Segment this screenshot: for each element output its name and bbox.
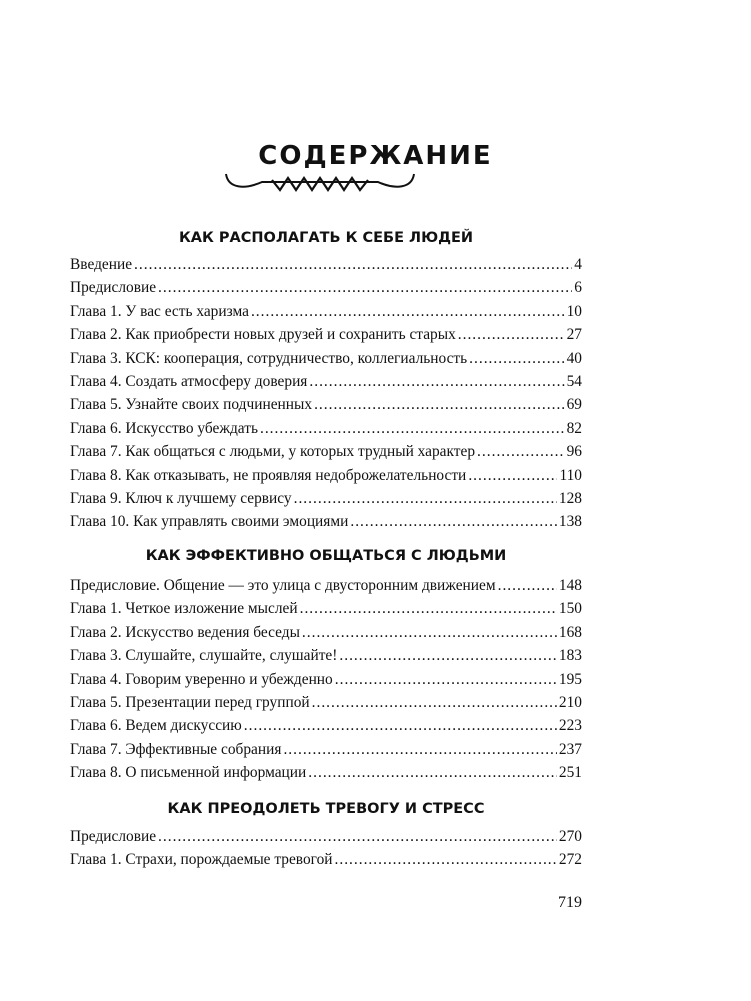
- dot-leader: [309, 370, 564, 393]
- dot-leader: [335, 848, 557, 871]
- toc-entry-label: Глава 4. Говорим уверенно и убежденно: [70, 670, 333, 688]
- toc-entry-page: 128: [558, 489, 582, 507]
- toc-entry[interactable]: [70, 848, 582, 871]
- page-number: 719: [558, 894, 582, 911]
- dot-leader: [244, 714, 557, 737]
- toc-entry-page: 110: [559, 466, 582, 484]
- toc-list: [70, 825, 582, 872]
- toc-entry-label: Глава 10. Как управлять своими эмоциями: [70, 513, 349, 531]
- toc-entry-label: Глава 5. Узнайте своих подчиненных: [70, 396, 313, 414]
- toc-entry-label: Глава 2. Искусство ведения беседы: [70, 623, 300, 641]
- toc-entry-page: 54: [566, 372, 582, 390]
- toc-entry-page: 148: [558, 577, 582, 594]
- toc-entry-page: 168: [558, 623, 582, 641]
- toc-entry-label: Глава 5. Презентации перед группой: [70, 693, 310, 711]
- dot-leader: [350, 510, 557, 533]
- dot-leader: [283, 738, 556, 761]
- toc-entry[interactable]: [70, 440, 582, 463]
- dot-leader: [498, 574, 557, 597]
- dot-leader: [134, 253, 572, 276]
- toc-entry-page: 210: [558, 693, 582, 711]
- toc-entry-label: Глава 7. Как общаться с людьми, у которых трудный характер: [70, 443, 476, 461]
- toc-entry[interactable]: [70, 276, 582, 299]
- toc-entry[interactable]: [70, 253, 582, 276]
- toc-entry-label: Глава 3. КСК: кооперация, сотрудничество, коллегиальность: [70, 349, 468, 367]
- toc-entry[interactable]: [70, 393, 582, 416]
- toc-entry-label: Глава 8. Как отказывать, не проявляя недоброжелательности: [70, 466, 467, 484]
- dot-leader: [458, 323, 565, 346]
- toc-entry[interactable]: [70, 347, 582, 370]
- toc-entry-page: 272: [558, 851, 582, 869]
- toc-entry-page: 183: [558, 647, 582, 665]
- toc-entry-label: Предисловие: [70, 279, 157, 297]
- toc-list: [70, 574, 582, 785]
- toc-entry[interactable]: [70, 574, 582, 597]
- toc-entry[interactable]: [70, 370, 582, 393]
- toc-entry-label: Глава 9. Ключ к лучшему сервису: [70, 489, 292, 507]
- section-heading: КАК ЭФФЕКТИВНО ОБЩАТЬСЯ С ЛЮДЬМИ: [145, 548, 507, 564]
- toc-entry[interactable]: [70, 487, 582, 510]
- toc-entry-page: 96: [566, 443, 582, 461]
- section-heading: КАК ПРЕОДОЛЕТЬ ТРЕВОГУ И СТРЕСС: [167, 801, 485, 817]
- toc-entry-page: 4: [574, 256, 582, 273]
- toc-entry[interactable]: [70, 738, 582, 761]
- toc-entry[interactable]: [70, 644, 582, 667]
- toc-entry-label: Глава 1. У вас есть харизма: [70, 302, 249, 320]
- toc-entry-page: 69: [566, 396, 582, 414]
- toc-entry-page: 195: [558, 670, 582, 688]
- dot-leader: [339, 644, 557, 667]
- toc-entry-label: Глава 7. Эффективные собрания: [70, 740, 282, 758]
- toc-entry-page: 150: [558, 600, 582, 618]
- toc-entry[interactable]: [70, 510, 582, 533]
- dot-leader: [158, 825, 557, 848]
- toc-entry-page: 82: [566, 419, 582, 437]
- dot-leader: [302, 621, 557, 644]
- toc-entry-page: 40: [566, 349, 582, 367]
- toc-entry[interactable]: [70, 825, 582, 848]
- toc-entry[interactable]: [70, 668, 582, 691]
- toc-entry-label: Предисловие: [70, 828, 157, 845]
- toc-entry-label: Глава 1. Четкое изложение мыслей: [70, 600, 298, 618]
- toc-entry[interactable]: [70, 323, 582, 346]
- dot-leader: [260, 417, 565, 440]
- toc-entry-label: Глава 6. Ведем дискуссию: [70, 717, 242, 735]
- toc-entry-page: 27: [566, 326, 582, 344]
- toc-entry[interactable]: [70, 691, 582, 714]
- toc-entry-page: 138: [558, 513, 582, 531]
- toc-entry-label: Глава 2. Как приобрести новых друзей и сохранить старых: [70, 326, 456, 344]
- toc-entry-label: Глава 4. Создать атмосферу доверия: [70, 372, 308, 390]
- toc-entry-page: 10: [566, 302, 582, 320]
- toc-entry-label: Глава 6. Искусство убеждать: [70, 419, 258, 437]
- toc-entry[interactable]: [70, 761, 582, 784]
- dot-leader: [314, 393, 565, 416]
- toc-entry[interactable]: [70, 714, 582, 737]
- toc-entry-page: 237: [558, 740, 582, 758]
- toc-entry[interactable]: [70, 621, 582, 644]
- toc-entry[interactable]: [70, 417, 582, 440]
- dot-leader: [469, 347, 564, 370]
- toc-entry-page: 270: [558, 828, 582, 845]
- toc-entry-label: Глава 8. О письменной информации: [70, 764, 307, 782]
- toc-entry-page: 251: [558, 764, 582, 782]
- dot-leader: [335, 668, 557, 691]
- toc-list: [70, 253, 582, 534]
- toc-entry[interactable]: [70, 300, 582, 323]
- section-heading: КАК РАСПОЛАГАТЬ К СЕБЕ ЛЮДЕЙ: [178, 230, 474, 246]
- toc-entry-label: Глава 1. Страхи, порождаемые тревогой: [70, 851, 333, 869]
- toc-entry[interactable]: [70, 597, 582, 620]
- dot-leader: [468, 464, 557, 487]
- toc-entry-page: 6: [574, 279, 582, 297]
- dot-leader: [477, 440, 565, 463]
- page-title: СОДЕРЖАНИЕ: [258, 141, 493, 171]
- dot-leader: [158, 276, 572, 299]
- dot-leader: [312, 691, 557, 714]
- dot-leader: [251, 300, 565, 323]
- dot-leader: [300, 597, 557, 620]
- toc-entry-label: Введение: [70, 256, 133, 273]
- dot-leader: [308, 761, 557, 784]
- dot-leader: [294, 487, 557, 510]
- toc-entry-label: Предисловие. Общение — это улица с двусторонним движением: [70, 577, 496, 594]
- toc-entry-label: Глава 3. Слушайте, слушайте, слушайте!: [70, 647, 338, 665]
- toc-entry-page: 223: [558, 717, 582, 735]
- toc-entry[interactable]: [70, 464, 582, 487]
- decorative-flourish: [222, 168, 418, 198]
